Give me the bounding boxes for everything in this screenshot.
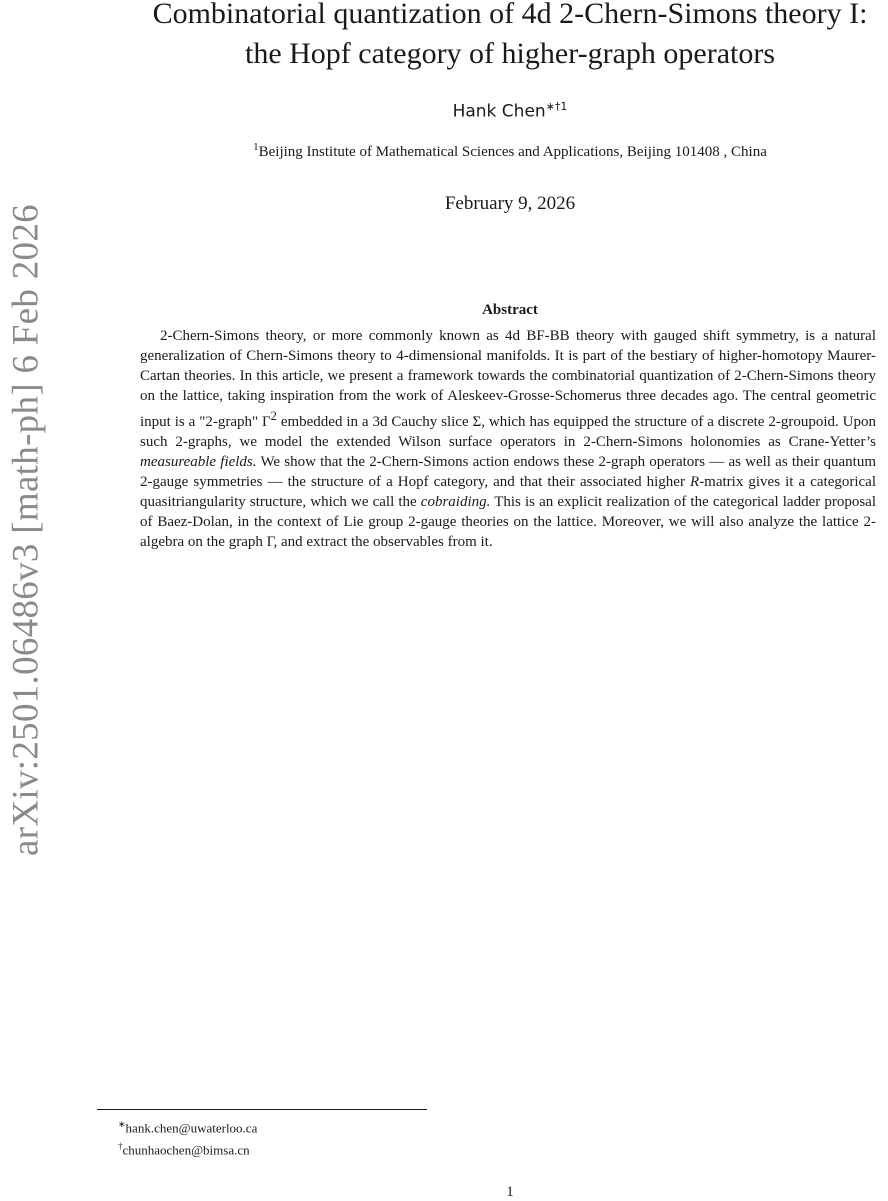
footnote-email: hank.chen@uwaterloo.ca — [125, 1120, 258, 1136]
author-marks: ∗†1 — [545, 100, 568, 113]
affiliation-mark: 1 — [253, 141, 259, 153]
footnote-item — [118, 1137, 257, 1159]
paper-title — [70, 0, 888, 74]
author-line — [70, 95, 888, 124]
paper-title-line-1: Combinatorial quantization of 4d 2-Chern-Simons theory I: — [152, 0, 868, 30]
abstract-emphasis-r: R — [690, 474, 700, 490]
abstract-emphasis-cobraiding: cobraiding. — [420, 494, 491, 510]
abstract-superscript: 2 — [270, 409, 277, 423]
footnote-divider — [97, 1109, 427, 1110]
abstract-body — [140, 326, 876, 552]
paper-title-line-2: the Hopf category of higher-graph operators — [244, 37, 776, 70]
abstract-heading: Abstract — [482, 302, 538, 318]
page-number: 1 — [506, 1184, 514, 1200]
publication-date: February 9, 2026 — [444, 193, 576, 214]
footnote-item — [118, 1115, 257, 1137]
footnote-email: chunhaochen@bimsa.cn — [122, 1142, 250, 1158]
affiliation — [70, 136, 888, 163]
abstract-emphasis-measureable-fields: measureable fields. — [140, 454, 257, 470]
affiliation-text: Beijing Institute of Mathematical Sciences and Applications, Beijing 101408 , China — [258, 144, 767, 160]
abstract-part-3: We show that the 2-Chern-Simons action endows these 2-graph operators — as well as their quantum 2-gauge symmetries — the structure of a Hopf category, and that their associated higher — [140, 454, 877, 490]
author-name: Hank Chen — [452, 101, 546, 122]
footnotes — [118, 1115, 257, 1160]
footnote-mark: † — [118, 1141, 123, 1152]
footnote-mark: ∗ — [118, 1119, 126, 1129]
abstract-part-4: -matrix gives it a categorical quasitriangularity structure, which we call the — [140, 474, 876, 510]
abstract-part-2: embedded in a 3d Cauchy slice Σ, which has equipped the structure of a discrete 2-groupoid. Upon such 2-graphs, we model the extended Wilson surface operators in 2-Chern-Simons holonomies as Crane-Yetter’s — [140, 414, 876, 450]
abstract-part-1: 2-Chern-Simons theory, or more commonly known as 4d BF-BB theory with gauged shift symmetry, is a natural generalization of Chern-Simons theory to 4-dimensional manifolds. It is part of the bestiary of higher-homotopy Maurer-Cartan theories. In this article, we present a framework towards the combinatorial quantization of 2-Chern-Simons theory on the lattice, taking inspiration from the work of Aleskeev-Grosse-Schomerus three decades ago. The central geometric input is a "2-graph" Γ — [140, 328, 876, 430]
arxiv-side-stamp — [0, 0, 48, 1200]
abstract-part-5: This is an explicit realization of the categorical ladder proposal of Baez-Dolan, in the context of Lie group 2-gauge theories on the lattice. Moreover, we will also analyze the lattice 2-algebra on the graph Γ, and extract the observables from it. — [140, 494, 876, 550]
arxiv-identifier: arXiv:2501.06486v3 [math-ph] 6 Feb 2026 — [5, 204, 47, 856]
